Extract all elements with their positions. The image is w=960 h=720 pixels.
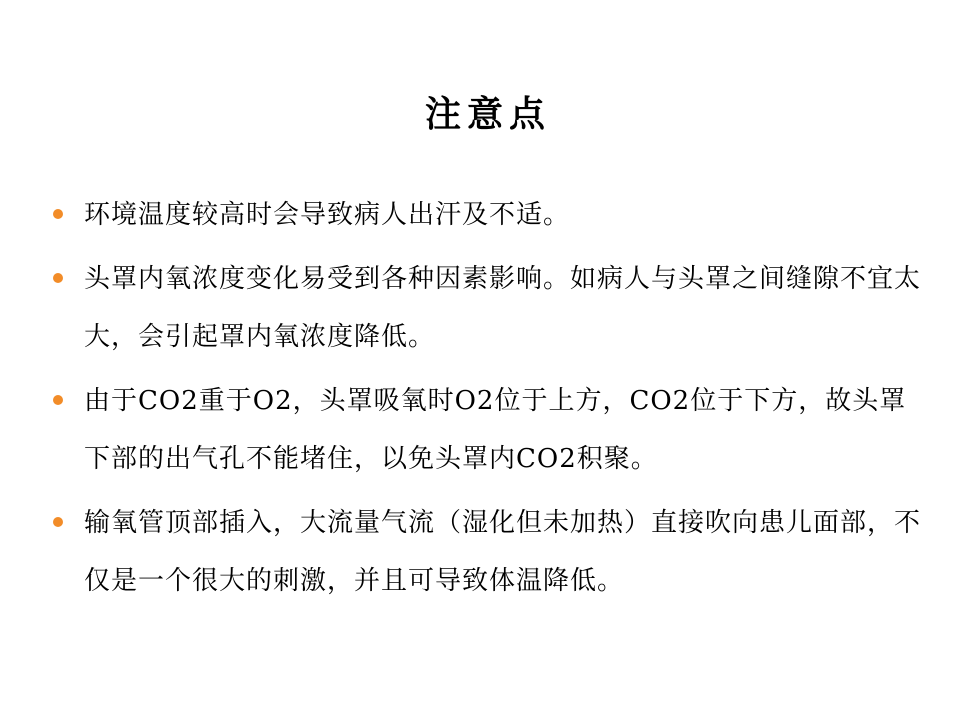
bullet-item	[48, 186, 928, 244]
bullet-item	[48, 250, 928, 366]
bullet-list	[48, 186, 928, 616]
bullet-text: 头罩内氧浓度变化易受到各种因素影响。如病人与头罩之间缝隙不宜太大，会引起罩内氧浓度降低。	[84, 264, 922, 352]
bullet-dot-icon	[53, 395, 63, 405]
slide-title: 注意点	[424, 93, 551, 135]
bullet-item	[48, 372, 928, 488]
bullet-text: 由于CO2重于O2，头罩吸氧时O2位于上方，CO2位于下方，故头罩下部的出气孔不能堵住，以免头罩内CO2积聚。	[84, 386, 907, 474]
bullet-item	[48, 494, 928, 610]
bullet-text: 环境温度较高时会导致病人出汗及不适。	[84, 200, 571, 230]
bullet-text: 输氧管顶部插入，大流量气流（湿化但未加热）直接吹向患儿面部，不仅是一个很大的刺激，并且可导致体温降低。	[84, 508, 922, 596]
bullet-dot-icon	[53, 517, 63, 527]
bullet-dot-icon	[53, 273, 63, 283]
bullet-dot-icon	[53, 209, 63, 219]
